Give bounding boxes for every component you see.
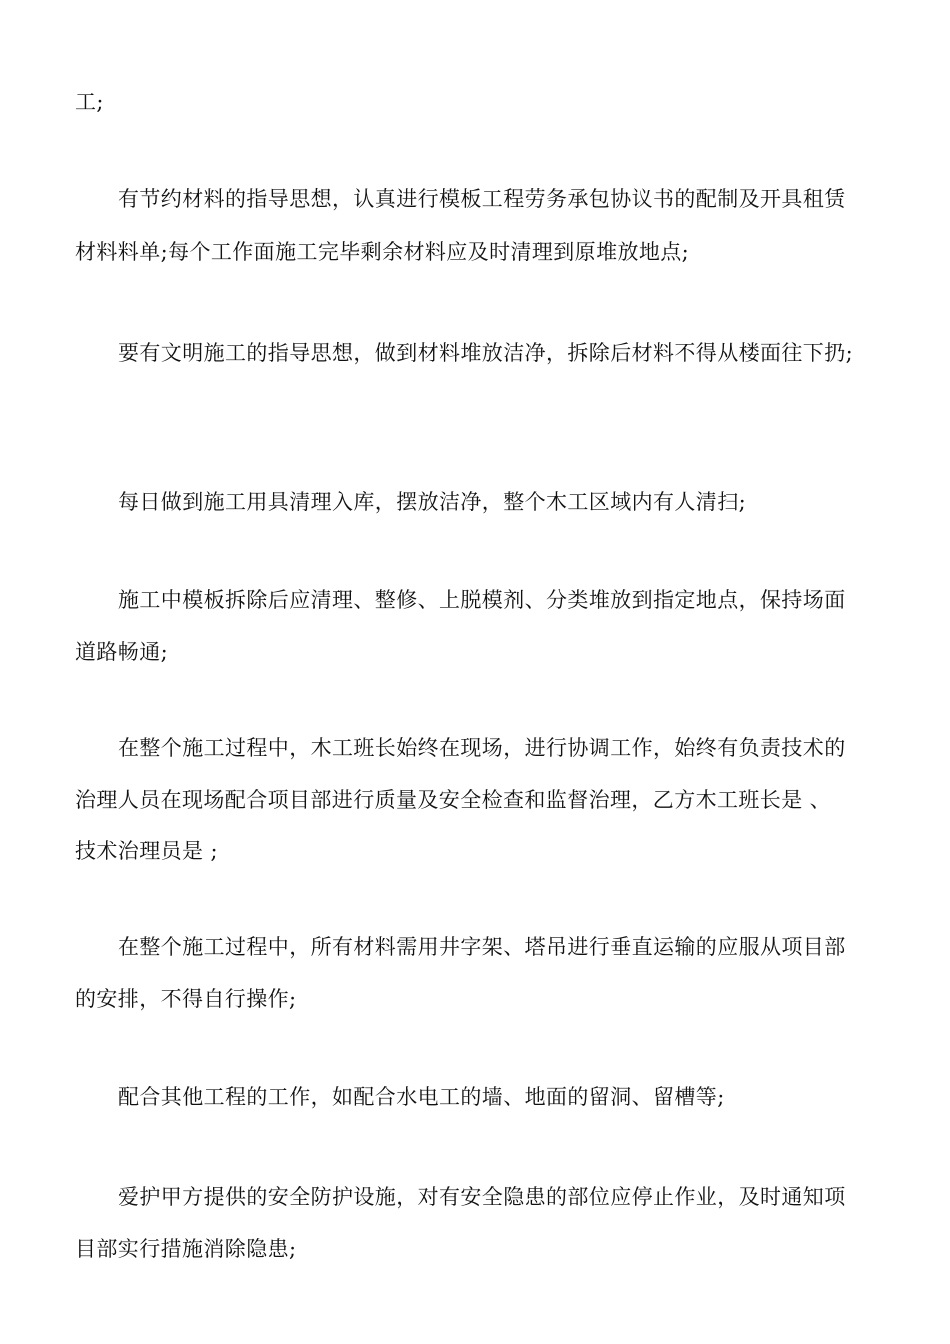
text-line: 道路畅通;	[75, 640, 169, 664]
text-line: 要有文明施工的指导思想，做到材料堆放洁净，拆除后材料不得从楼面往下扔;	[118, 341, 854, 365]
text-line: 施工中模板拆除后应清理、整修、上脱模剂、分类堆放到指定地点，保持场面	[118, 588, 846, 612]
text-line: 每日做到施工用具清理入库，摆放洁净，整个木工区域内有人清扫;	[118, 490, 747, 514]
text-line: 配合其他工程的工作，如配合水电工的墙、地面的留洞、留槽等;	[118, 1085, 725, 1109]
text-line: 在整个施工过程中，木工班长始终在现场，进行协调工作，始终有负责技术的	[118, 736, 846, 760]
text-line: 的安排，不得自行操作;	[75, 987, 297, 1011]
text-line: 爱护甲方提供的安全防护设施，对有安全隐患的部位应停止作业，及时通知项	[118, 1185, 846, 1209]
text-line: 治理人员在现场配合项目部进行质量及安全检查和监督治理，乙方木工班长是 、	[75, 788, 832, 812]
text-line: 材料料单;每个工作面施工完毕剩余材料应及时清理到原堆放地点;	[75, 240, 690, 264]
text-line: 在整个施工过程中，所有材料需用井字架、塔吊进行垂直运输的应服从项目部	[118, 935, 846, 959]
text-line: 技术治理员是 ;	[75, 839, 218, 863]
text-line: 工;	[75, 90, 104, 114]
text-line: 有节约材料的指导思想，认真进行模板工程劳务承包协议书的配制及开具租赁	[118, 187, 846, 211]
text-line: 目部实行措施消除隐患;	[75, 1237, 297, 1261]
